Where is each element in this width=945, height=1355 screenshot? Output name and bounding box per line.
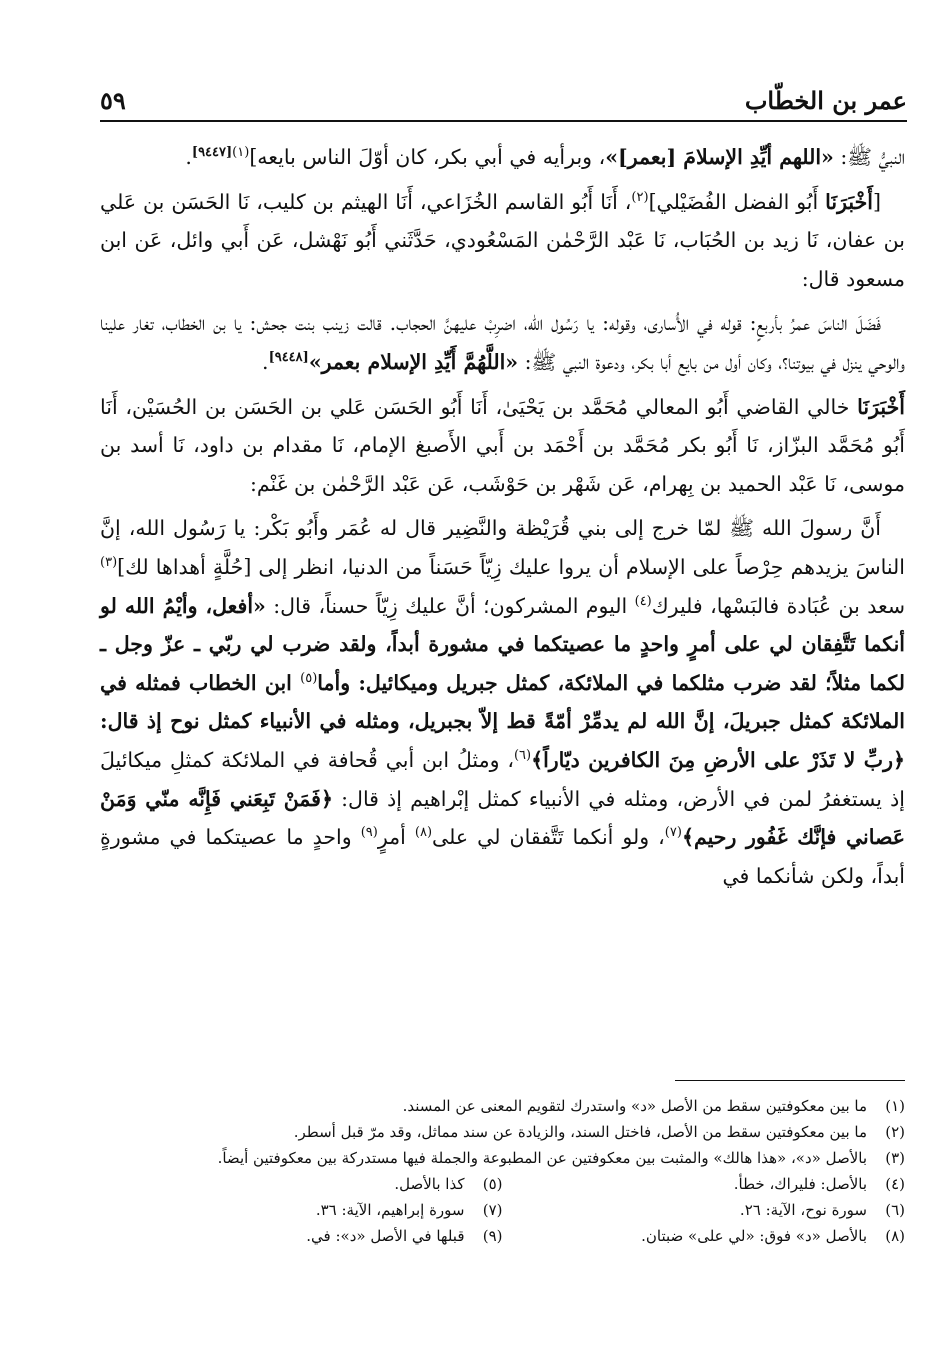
paragraph-2 — [100, 183, 905, 299]
footnote-ref-3: (٣) — [100, 555, 118, 571]
footnote-row — [100, 1223, 905, 1249]
footnote — [100, 1197, 503, 1223]
text-segment: النبيُّ ﷺ: — [833, 145, 905, 169]
footnote-row — [100, 1171, 905, 1197]
footnote-text: بالأصل «د»، «هذا هالك» والمثبت بين معكوفتين عن المطبوعة والجملة فيها مستدركة بين معكوفتين أيضاً. — [217, 1149, 867, 1167]
footnote-ref-8: (٨) — [414, 825, 433, 841]
footnote-text: سورة نوح، الآية: ٢٦. — [739, 1201, 867, 1219]
text-segment: واحدٍ ما عصيتكما في مشورةٍ أبداً، ولكن شأنكما في — [100, 825, 905, 888]
hadith-quote: «اللهم أيِّدِ الإسلامَ [بعمر]» — [605, 145, 834, 169]
paragraph-4 — [100, 388, 905, 504]
footnote-ref-2: (٢) — [631, 189, 649, 205]
footnote — [503, 1223, 906, 1249]
paragraph-5 — [100, 509, 905, 895]
footnote — [100, 1093, 905, 1119]
footnote-ref-7: (٧) — [664, 825, 682, 841]
footnote-number: (٥) — [482, 1175, 503, 1193]
text-segment: . — [185, 145, 192, 169]
text-segment: خالي القاضي أَبُو المعالي مُحَمَّد بن يَحْيَىٰ، أَنَا أَبُو الحَسَن عَلي بن الحَسَن بن الحُسَيْن، أَنَا أَبُو مُحَمَّد البزّاز، نَا أَبُو بكر مُحَمَّد بن أَحْمَد بن أَبي الأَصبغ الإمام، نَا مقدام بن داود، نَا أسد بن موسى، نَا عَبْد الحميد بن بِهرام، عَن شَهْر بن حَوْشَب، عَن عَبْد الرَّحْمٰن بن غَنْم: — [100, 394, 905, 496]
hadith-quote: «أفعل، وأيْمُ الله لو أنكما تَتَّفِقان لي على أمرٍ واحدٍ ما عصيتكما في مشورة أبداً، ولقد ضرب لي ربّي ـ عزّ وجل ـ لكما مثلاً؛ لقد ضرب مثلكما في الملائكة، كمثل جبريل وميكائيل: وأما — [100, 593, 905, 695]
hadith-quote: «اللَّهُمَّ أَيِّدِ الإسلام بعمر» — [308, 349, 519, 374]
footnote-number: (٦) — [885, 1201, 905, 1219]
footnote-ref-6: (٦) — [513, 748, 532, 764]
footnote-divider — [675, 1080, 905, 1081]
paragraph-1 — [100, 138, 905, 177]
isnad-keyword: أَخْبَرَنَا — [857, 394, 905, 419]
footnote — [100, 1119, 905, 1145]
text-segment: أَبُو الفضل الفُضَيْلي] — [648, 189, 826, 214]
footnote-ref-4: (٤) — [634, 593, 652, 609]
page-number: ٥٩ — [100, 85, 126, 115]
footnote-text: ما بين معكوفتين سقط من الأصل، فاختل السند، والزيادة عن سند مماثل، وقد مرّ قبل أسطر. — [293, 1123, 867, 1141]
text-segment: ، ولو أنكما تَتَّفقان لي على — [432, 825, 665, 850]
text-segment: . — [262, 349, 269, 374]
text-segment: ، أَنَا أَبُو القاسم الخُزَاعي، أَنَا الهيثم بن كليب، نَا الحَسَن بن عَلي بن عفان، نَا زيد بن الحُبَاب، نَا عَبْد الرَّحْمٰن المَسْعُودي، حَدَّثَني أَبُو نَهْشل، عَن أَبي وائل، عَن ابن مسعود قال: — [100, 189, 905, 291]
text-segment: أمرٍ — [377, 825, 415, 850]
page-header — [100, 80, 907, 122]
hadith-number: [٩٤٤٨] — [268, 350, 309, 366]
text-segment: سعد بن عُبَادة فالبَسْها، فليرك — [651, 593, 906, 618]
footnote-number: (١) — [885, 1097, 905, 1115]
paragraph-3 — [100, 304, 905, 381]
hadith-number: [٩٤٤٧] — [191, 145, 233, 161]
footnote-text: بالأصل: فليراك، خطأ. — [733, 1175, 867, 1193]
hadith-quote: ابن الخطاب فمثله في الملائكة كمثل جبريلَ، إنَّ الله لم يدمِّرْ أمّةً قط إلاّ بجبريل، ومثله في الأنبياء كمثل نوح إذ قال: ﴿ربِّ لا تَذَرْ على الأرضِ مِنَ الكافرين ديّاراً﴾ — [100, 670, 905, 772]
text-segment: [ — [873, 189, 881, 214]
footnote-number: (٢) — [885, 1123, 905, 1141]
footnote — [100, 1171, 503, 1197]
footnote-number: (٧) — [482, 1201, 503, 1219]
footnote — [100, 1145, 905, 1171]
footnote — [100, 1223, 503, 1249]
text-segment: فَضَلَ الناسَ عمرُ بأربعٍ: قوله في الأُسارى، وقوله: يا رَسُول الله، اضرِبْ عليهنَّ الحجاب. قالت زينب بنت جحش: يا بن الخطاب، تغار علينا والوحي ينزل في بيوتنا؟، وكان أول من بايع أبا بكر، ودعوة النبي ﷺ: — [100, 311, 905, 374]
text-segment: أَنَّ رسولَ الله ﷺ لمّا خرج إلى بني قُرَيْظة والنَّضِير قال له عُمَر وأَبُو بَكْر: يا رَسُول الله، إنَّ الناسَ يزيدهم حِرْصاً على الإسلام أن يروا عليك زِيّاً حَسَناً من الدنيا، انظر إلى [حُلَّةٍ أهداها لك] — [100, 516, 905, 579]
footnote-number: (٤) — [885, 1175, 905, 1193]
isnad-keyword: أَخْبَرَنَا — [825, 189, 873, 214]
footnote-ref-9: (٩) — [360, 825, 378, 841]
quran-quote: ﴿فَمَنْ تَبِعَني فَإِنَّه منّي وَمَنْ عَصاني فإنَّك غَفُور رحيم﴾ — [100, 786, 906, 850]
footnote-number: (٩) — [482, 1227, 503, 1245]
footnote-number: (٨) — [885, 1227, 905, 1245]
footnote-text: كذا بالأصل. — [394, 1175, 465, 1193]
text-segment: ، وبرأيه في أبي بكر، كان أوّلَ الناس بايعه] — [249, 145, 606, 169]
text-segment: اليوم المشركون؛ أنَّ عليك زِيّاً حسناً، قال: — [265, 593, 635, 618]
running-title: عمر بن الخطّاب — [744, 85, 907, 115]
footnote-ref-1: (١) — [232, 145, 250, 161]
text-segment: ، ومثلُ ابن أبي قُحافة في الملائكة كمثلِ ميكائيلَ إذ يستغفرُ لمن في الأرض، ومثله في الأنبياء كمثل إبْراهيم إذ قال: — [100, 747, 905, 811]
footnote-text: ما بين معكوفتين سقط من الأصل «د» واستدرك لتقويم المعنى عن المسند. — [402, 1097, 867, 1115]
footnote — [503, 1171, 906, 1197]
footnotes — [100, 1093, 905, 1249]
main-text — [100, 138, 905, 901]
footnote-ref-5: (٥) — [300, 670, 318, 686]
footnote-row — [100, 1197, 905, 1223]
footnote-text: قبلها في الأصل «د»: في. — [306, 1227, 465, 1245]
footnote-text: سورة إبراهيم، الآية: ٣٦. — [315, 1201, 465, 1219]
footnote — [503, 1197, 906, 1223]
footnote-number: (٣) — [885, 1149, 905, 1167]
footnote-text: بالأصل «د» فوق: «لي على» ضبتان. — [641, 1227, 867, 1245]
